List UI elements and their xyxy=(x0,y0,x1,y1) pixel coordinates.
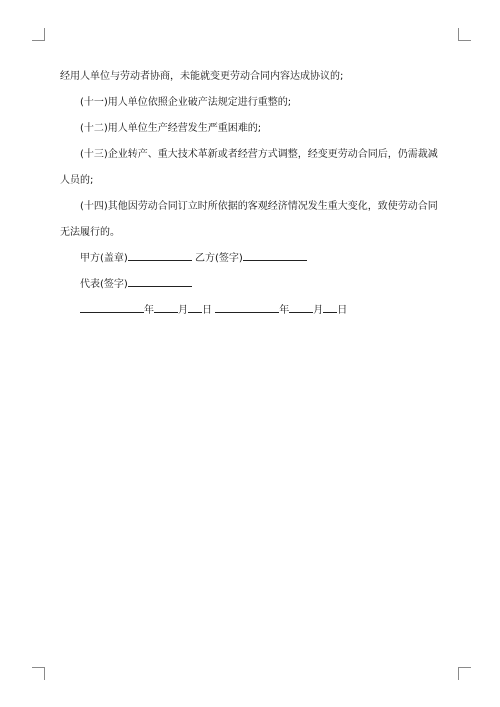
party-a-blank[interactable] xyxy=(128,250,192,261)
representative-blank[interactable] xyxy=(128,276,192,287)
crop-mark-bottom-right xyxy=(458,667,471,680)
representative-label: 代表(签字) xyxy=(80,279,128,290)
date-a-month-blank[interactable] xyxy=(154,302,178,313)
paragraph-clause-11: (十一)用人单位依照企业破产法规定进行重整的; xyxy=(80,97,292,108)
signature-row-parties xyxy=(60,246,445,272)
paragraph-clause-13: (十三)企业转产、重大技术革新或者经营方式调整，经变更劳动合同后，仍需裁减人员的; xyxy=(60,149,438,186)
date-b-day-blank[interactable] xyxy=(323,302,337,313)
paragraph-clause-14: (十四)其他因劳动合同订立时所依据的客观经济情况发生重大变化，致使劳动合同无法履行的。 xyxy=(60,201,438,238)
date-b-day-label: 日 xyxy=(337,305,348,316)
date-b-year-blank[interactable] xyxy=(215,302,279,313)
party-a-label: 甲方(盖章) xyxy=(80,253,128,264)
date-a-month-label: 月 xyxy=(178,305,188,316)
date-a-day-blank[interactable] xyxy=(188,302,202,313)
paragraph-continued: 经用人单位与劳动者协商，未能就变更劳动合同内容达成协议的; xyxy=(60,71,344,82)
party-b-blank[interactable] xyxy=(243,250,307,261)
date-a-year-label: 年 xyxy=(144,305,154,316)
crop-mark-top-right xyxy=(458,28,471,41)
date-b-month-label: 月 xyxy=(313,305,324,316)
document-body xyxy=(60,64,445,324)
date-a-year-blank[interactable] xyxy=(80,302,144,313)
signature-row-representative xyxy=(60,272,445,298)
paragraph-clause-12: (十二)用人单位生产经营发生严重困难的; xyxy=(80,123,262,134)
date-b-month-blank[interactable] xyxy=(289,302,313,313)
date-b-year-label: 年 xyxy=(279,305,290,316)
date-a-day-label: 日 xyxy=(202,305,212,316)
signature-row-dates xyxy=(60,298,445,324)
crop-mark-top-left xyxy=(32,28,45,41)
crop-mark-bottom-left xyxy=(32,667,45,680)
party-b-label: 乙方(签字) xyxy=(195,253,243,264)
